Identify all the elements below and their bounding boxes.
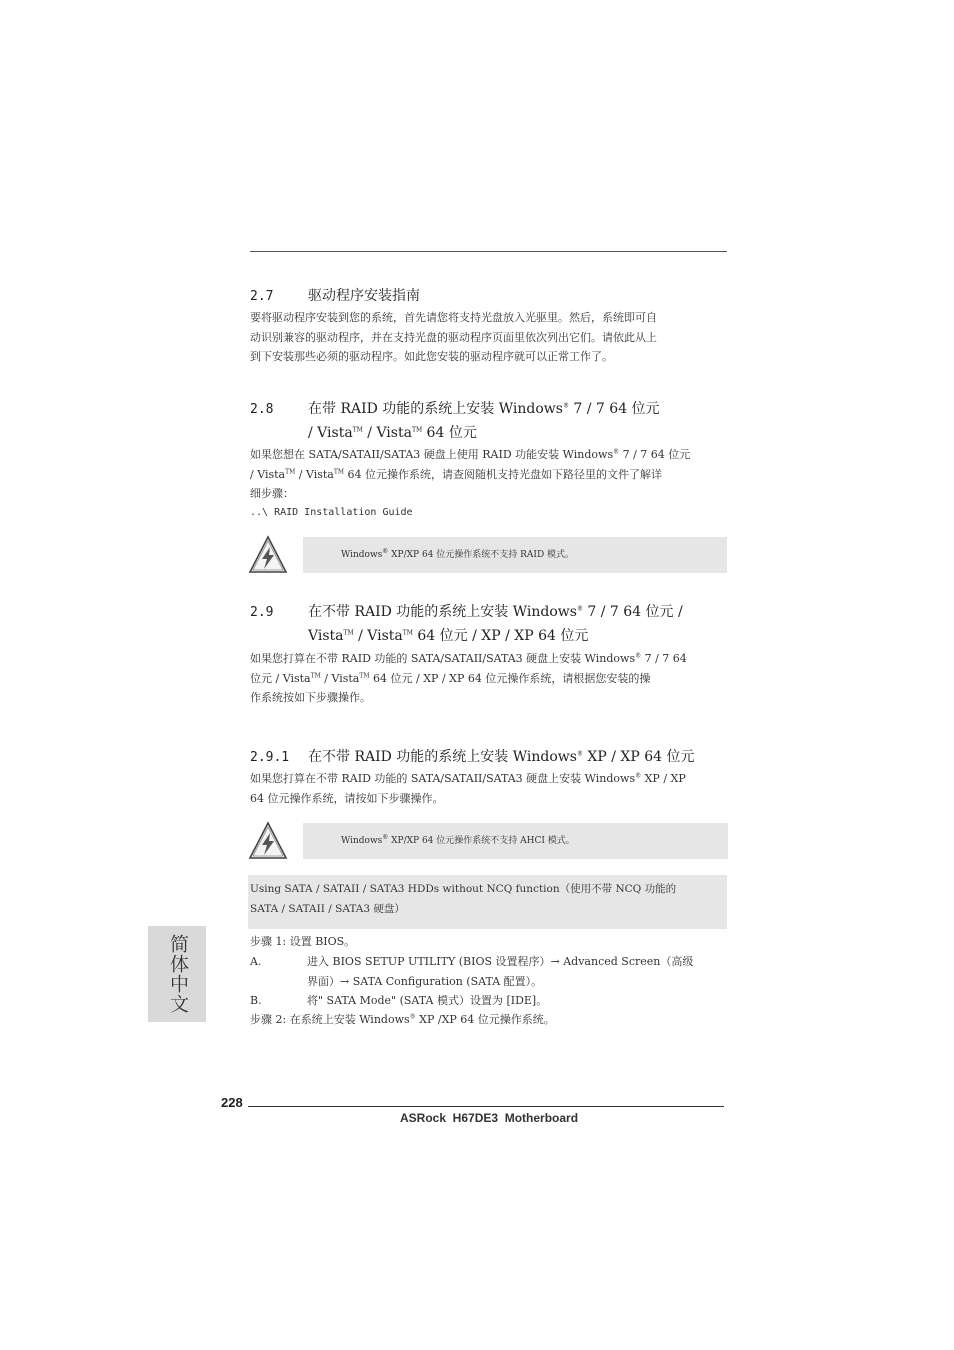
registered-mark: ® xyxy=(562,402,569,410)
section-heading: 在不带 RAID 功能的系统上安装 Windows xyxy=(308,604,577,620)
step-b xyxy=(250,991,547,1011)
note-box xyxy=(303,537,727,573)
step-text: 将" SATA Mode" (SATA 模式）设置为 [IDE]。 xyxy=(307,994,548,1007)
section-number: 2.8 xyxy=(250,402,274,417)
text: Windows xyxy=(341,550,383,560)
note-box xyxy=(303,823,728,859)
heading-text: 64 位元 xyxy=(422,425,477,441)
registered-mark: ® xyxy=(382,548,389,555)
section-heading-tail: 7 / 7 64 位元 / xyxy=(582,604,683,620)
body-line xyxy=(250,649,728,669)
registered-mark: ® xyxy=(576,750,583,758)
registered-mark: ® xyxy=(635,772,642,780)
text: 64 位元操作系统，请查阅随机支持光盘如下路径里的文件了解详 xyxy=(344,467,663,481)
step-text: 步骤 2: 在系统上安装 Windows xyxy=(250,1013,410,1026)
body-line: 细步骤： xyxy=(250,487,294,500)
warning-icon xyxy=(248,821,288,861)
raid-guide-path: ..\ RAID Installation Guide xyxy=(250,507,413,518)
body-line: 64 位元操作系统，请按如下步骤操作。 xyxy=(250,791,444,805)
registered-mark: ® xyxy=(382,834,389,841)
body-line: 到下安装那些必须的驱动程序。如此您安装的驱动程序就可以正常工作了。 xyxy=(250,350,613,363)
registered-mark: ® xyxy=(409,1013,416,1021)
section-number: 2.9 xyxy=(250,605,274,620)
trademark-mark: TM xyxy=(310,671,321,679)
page-number: 228 xyxy=(221,1095,243,1110)
step-text: 界面）→ SATA Configuration (SATA 配置）。 xyxy=(307,975,543,988)
body-line xyxy=(250,669,728,689)
heading-text: 64 位元 / XP / XP 64 位元 xyxy=(412,628,589,644)
footer-title: ASRock H67DE3 Motherboard xyxy=(400,1111,579,1125)
step-2 xyxy=(250,1010,555,1030)
section-2-7-body xyxy=(250,308,728,367)
step-label: A. xyxy=(250,955,262,968)
trademark-mark: TM xyxy=(411,426,423,434)
trademark-mark: TM xyxy=(333,467,345,475)
step-text: XP /XP 64 位元操作系统。 xyxy=(415,1013,555,1026)
text: 64 位元 / XP / XP 64 位元操作系统，请根据您安装的操 xyxy=(369,671,651,685)
footer-rule xyxy=(248,1106,724,1107)
top-rule xyxy=(250,251,727,252)
section-heading: 在带 RAID 功能的系统上安装 Windows xyxy=(308,401,563,417)
note-text xyxy=(341,833,575,846)
trademark-mark: TM xyxy=(343,629,354,637)
text: / Vista xyxy=(250,467,286,481)
registered-mark: ® xyxy=(635,652,642,660)
section-heading-tail: 7 / 7 64 位元 xyxy=(568,401,660,417)
text: 如果您想在 SATA/SATAII/SATA3 硬盘上使用 RAID 功能安装 Windows xyxy=(250,448,614,461)
section-heading-tail: XP / XP 64 位元 xyxy=(582,749,695,765)
note-text xyxy=(341,547,574,560)
section-heading: 驱动程序安装指南 xyxy=(308,288,420,304)
step-a xyxy=(250,952,693,972)
section-2-9-1-body xyxy=(250,769,728,808)
ncq-heading-line: SATA / SATAII / SATA3 硬盘） xyxy=(250,903,405,915)
heading-text: / Vista xyxy=(308,425,353,441)
trademark-mark: TM xyxy=(359,671,370,679)
heading-text: Vista xyxy=(308,628,344,644)
section-2-9-1-title xyxy=(250,745,730,770)
text: XP / XP xyxy=(641,772,686,785)
section-2-9-title-line2 xyxy=(250,624,730,648)
section-2-7-title xyxy=(250,284,730,309)
step-label: B. xyxy=(250,994,262,1007)
ncq-heading-box xyxy=(248,875,727,929)
text: / Vista xyxy=(295,467,334,481)
warning-icon xyxy=(248,535,288,575)
section-heading: 在不带 RAID 功能的系统上安装 Windows xyxy=(308,749,577,765)
heading-text: / Vista xyxy=(362,425,412,441)
text: / Vista xyxy=(320,671,360,685)
text: Windows xyxy=(341,836,383,846)
body-line xyxy=(250,465,728,485)
ncq-heading-line: Using SATA / SATAII / SATA3 HDDs without NCQ function（使用不带 NCQ 功能的 xyxy=(250,883,677,895)
body-line xyxy=(250,445,728,465)
body-line: 动识别兼容的驱动程序，并在支持光盘的驱动程序页面里依次列出它们。请依此从上 xyxy=(250,330,657,344)
section-number: 2.7 xyxy=(250,289,274,304)
section-2-8-title xyxy=(250,397,730,422)
text: 如果您打算在不带 RAID 功能的 SATA/SATAII/SATA3 硬盘上安装 Windows xyxy=(250,652,636,665)
trademark-mark: TM xyxy=(402,629,413,637)
step-text: 进入 BIOS SETUP UTILITY (BIOS 设置程序）→ Advanced Screen（高级 xyxy=(307,955,694,968)
registered-mark: ® xyxy=(613,448,620,456)
body-line xyxy=(250,769,728,789)
language-tab-label: 简体中文 xyxy=(167,934,189,1014)
text: XP/XP 64 位元操作系统不支持 RAID 模式。 xyxy=(388,550,575,560)
section-number: 2.9.1 xyxy=(250,750,290,765)
section-2-9-body xyxy=(250,649,728,708)
text: 如果您打算在不带 RAID 功能的 SATA/SATAII/SATA3 硬盘上安装 Windows xyxy=(250,772,636,785)
language-tab xyxy=(148,926,206,1022)
text: 位元 / Vista xyxy=(250,671,311,685)
section-2-8-body xyxy=(250,445,728,504)
text: 7 / 7 64 xyxy=(641,652,687,665)
trademark-mark: TM xyxy=(285,467,296,475)
text: XP/XP 64 位元操作系统不支持 AHCI 模式。 xyxy=(388,836,575,846)
registered-mark: ® xyxy=(576,605,583,613)
body-line: 作系统按如下步骤操作。 xyxy=(250,691,371,704)
body-line: 要将驱动程序安装到您的系统，首先请您将支持光盘放入光驱里。然后，系统即可自 xyxy=(250,311,657,324)
text: 7 / 7 64 位元 xyxy=(619,448,691,461)
heading-text: / Vista xyxy=(353,628,403,644)
step-a-cont xyxy=(250,972,542,992)
step-1: 步骤 1: 设置 BIOS。 xyxy=(250,935,356,948)
trademark-mark: TM xyxy=(352,426,363,434)
section-2-9-title xyxy=(250,600,730,625)
section-2-8-title-line2 xyxy=(250,421,730,445)
